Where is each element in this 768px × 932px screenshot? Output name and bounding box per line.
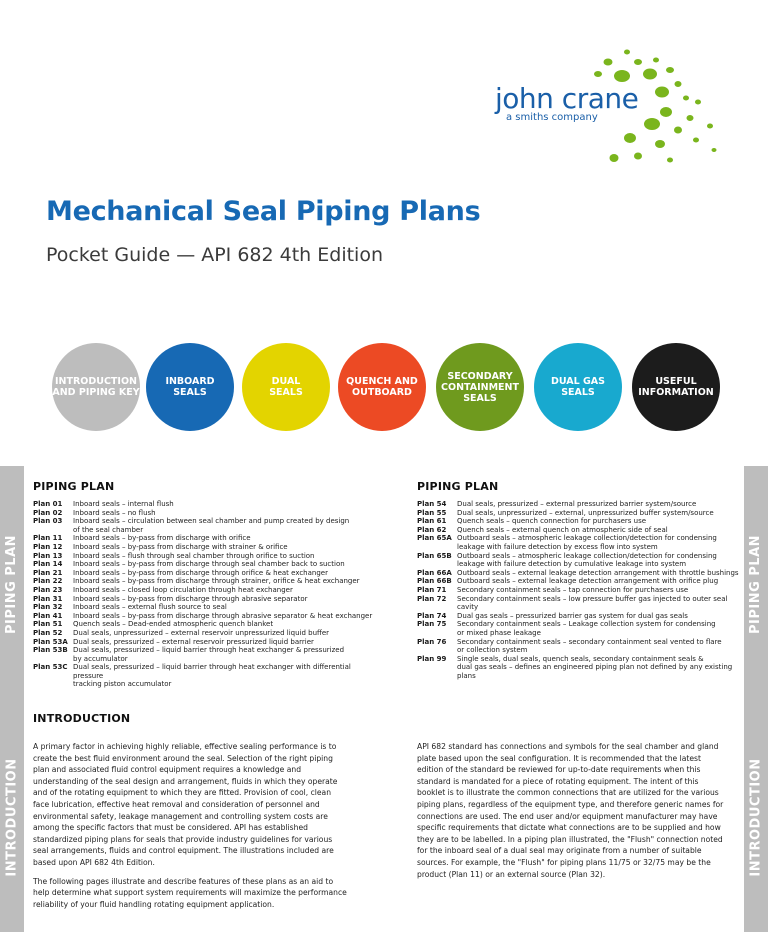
page-subtitle: Pocket Guide — API 682 4th Edition — [46, 244, 383, 266]
plan-row — [33, 638, 383, 647]
plan-code: Plan 66A — [417, 568, 452, 577]
plan-row — [417, 638, 742, 655]
plan-desc: Secondary containment seals – tap connection for purchasers use — [457, 585, 689, 594]
nav-introduction-label: INTRODUCTION AND PIPING KEY — [52, 376, 140, 398]
plan-code: Plan 99 — [417, 654, 447, 663]
plan-desc: Quench seals – quench connection for purchasers use — [457, 517, 647, 526]
plan-desc: Dual seals, unpressurized – external, unpressurized buffer system/source — [457, 508, 714, 517]
plan-code: Plan 74 — [417, 611, 447, 620]
plan-row — [33, 577, 383, 586]
nav-secondary-label: SECONDARY CONTAINMENT SEALS — [441, 370, 519, 404]
plan-code: Plan 72 — [417, 594, 447, 603]
nav-useful-info-circle[interactable] — [632, 343, 720, 431]
plan-row — [33, 629, 383, 638]
nav-dual-gas-circle[interactable] — [534, 343, 622, 431]
plan-code: Plan 61 — [417, 517, 447, 526]
plan-desc: Inboard seals – external flush source to seal — [73, 603, 227, 612]
plan-desc: Outboard seals – atmospheric leakage collection/detection for condensing leakage with failure detection by cumulative leakage into system — [457, 551, 717, 569]
intro-paragraph: The following pages illustrate and describe features of these plans as an aid to help determine what support system requirements will maximize the performance reliability of your fluid handling rotating equipment application. — [33, 876, 347, 909]
plan-code: Plan 65B — [417, 551, 452, 560]
plan-row — [417, 612, 742, 621]
nav-quench-circle[interactable] — [338, 343, 426, 431]
plan-desc: Dual seals, pressurized – external reservoir pressurized liquid barrier — [73, 637, 314, 646]
plan-code: Plan 53A — [33, 637, 68, 646]
nav-dual-circle[interactable] — [242, 343, 330, 431]
side-tab-intro-left-label: INTRODUCTION — [4, 757, 20, 877]
nav-inboard-circle[interactable] — [146, 343, 234, 431]
plan-row — [33, 543, 383, 552]
side-tab-piping-left[interactable] — [0, 466, 24, 702]
plan-row — [33, 663, 383, 689]
plan-row — [417, 500, 742, 509]
plan-row — [417, 620, 742, 637]
logo-tagline: a smiths company — [506, 112, 598, 123]
plan-row — [33, 534, 383, 543]
plan-code: Plan 12 — [33, 542, 63, 551]
plan-row — [417, 526, 742, 535]
nav-secondary-circle[interactable] — [436, 343, 524, 431]
side-tab-piping-left-label: PIPING PLAN — [4, 534, 20, 634]
company-logo — [490, 40, 730, 170]
plan-desc: Quench seals – Dead-ended atmospheric quench blanket — [73, 620, 274, 629]
nav-dual-label: DUAL SEALS — [269, 376, 303, 398]
plan-desc: Inboard seals – by-pass from discharge through strainer, orifice & heat exchanger — [73, 577, 360, 586]
plan-desc: Dual seals, unpressurized – external reservoir unpressurized liquid buffer — [73, 628, 330, 637]
plan-code: Plan 54 — [417, 500, 447, 508]
plan-row — [417, 577, 742, 586]
plan-code: Plan 53C — [33, 663, 68, 672]
plan-row — [417, 569, 742, 578]
plan-code: Plan 55 — [417, 508, 447, 517]
plan-desc: Inboard seals – internal flush — [73, 500, 174, 508]
plan-row — [33, 560, 383, 569]
plan-desc: Secondary containment seals – secondary containment seal vented to flare or collection system — [457, 637, 722, 655]
plan-code: Plan 21 — [33, 568, 63, 577]
plan-row — [417, 586, 742, 595]
plan-desc: Inboard seals – by-pass from discharge with orifice — [73, 534, 251, 543]
plan-code: Plan 71 — [417, 585, 447, 594]
plan-desc: Secondary containment seals – low pressure buffer gas injected to outer seal cavity — [457, 594, 728, 612]
plan-row — [33, 509, 383, 518]
plan-row — [33, 595, 383, 604]
plan-desc: Dual seals, pressurized – liquid barrier through heat exchanger with differential pressure tracking piston accumulator — [73, 663, 351, 689]
plan-code: Plan 41 — [33, 611, 63, 620]
section-nav — [48, 343, 728, 433]
plan-code: Plan 51 — [33, 620, 63, 629]
nav-useful-info-label: USEFUL INFORMATION — [638, 376, 714, 398]
plan-code: Plan 02 — [33, 508, 63, 517]
side-tab-piping-right-label: PIPING PLAN — [748, 534, 764, 634]
plan-code: Plan 01 — [33, 500, 63, 508]
plan-desc: Inboard seals – by-pass from discharge through abrasive separator — [73, 594, 308, 603]
plan-row — [417, 509, 742, 518]
plan-row — [417, 534, 742, 551]
nav-inboard-label: INBOARD SEALS — [165, 376, 215, 398]
plan-code: Plan 22 — [33, 577, 63, 586]
plan-row — [417, 517, 742, 526]
page-title: Mechanical Seal Piping Plans — [46, 196, 481, 227]
plan-list-left — [33, 500, 383, 689]
plan-row — [417, 655, 742, 681]
plan-row — [33, 620, 383, 629]
plan-row — [33, 586, 383, 595]
plan-code: Plan 62 — [417, 525, 447, 534]
plan-row — [33, 646, 383, 663]
plan-desc: Inboard seals – circulation between seal chamber and pump created by design of the seal chamber — [73, 517, 350, 534]
nav-dual-gas-label: DUAL GAS SEALS — [550, 376, 605, 398]
plan-desc: Quench seals – external quench on atmospheric side of seal — [457, 525, 668, 534]
intro-paragraph: A primary factor in achieving highly reliable, effective sealing performance is to create the best fluid environment around the seal. Selection of the right piping plan and associated fluid control equipment requires a knowledge and understanding of the seal design and arrangement, fluids in which they operate and of the rotating equipment to which they are fitted. Provision of cool, clean face lubrication, effective heat removal and consideration of personnel and environmental safety, leakage management and controlling system costs are among the specific factors that must be considered. API has established standardized piping plans for seals that provide industry guidelines for various seal arrangements, fluids and control equipment. The illustrations included are based upon API 682 4th Edition. — [33, 742, 338, 867]
plan-row — [33, 603, 383, 612]
plan-desc: Outboard seals – atmospheric leakage collection/detection for condensing leakage with failure detection by excess flow into system — [457, 534, 717, 551]
piping-plan-heading-left: PIPING PLAN — [33, 480, 115, 493]
plan-desc: Inboard seals – flush through seal chamber through orifice to suction — [73, 551, 315, 560]
intro-column-right — [417, 741, 727, 887]
plan-desc: Inboard seals – by-pass from discharge with strainer & orifice — [73, 542, 288, 551]
plan-code: Plan 23 — [33, 585, 63, 594]
plan-code: Plan 75 — [417, 620, 447, 629]
plan-code: Plan 53B — [33, 646, 68, 655]
plan-code: Plan 66B — [417, 577, 452, 586]
plan-row — [33, 500, 383, 509]
plan-desc: Outboard seals – external leakage detection arrangement with orifice plug — [457, 577, 719, 586]
piping-plan-heading-right: PIPING PLAN — [417, 480, 499, 493]
plan-desc: Dual gas seals – pressurized barrier gas system for dual gas seals — [457, 611, 688, 620]
nav-quench-label: QUENCH AND OUTBOARD — [346, 376, 418, 398]
plan-row — [33, 612, 383, 621]
plan-desc: Dual seals, pressurized – liquid barrier through heat exchanger & pressurized by accumulator — [73, 646, 345, 663]
side-tab-intro-left[interactable] — [0, 702, 24, 932]
plan-code: Plan 11 — [33, 534, 63, 543]
side-tab-intro-right[interactable] — [744, 702, 768, 932]
plan-code: Plan 14 — [33, 560, 63, 569]
plan-code: Plan 52 — [33, 628, 63, 637]
plan-row — [417, 552, 742, 569]
plan-desc: Inboard seals – by-pass from discharge through abrasive separator & heat exchanger — [73, 611, 373, 620]
plan-desc: Inboard seals – by-pass from discharge through orifice & heat exchanger — [73, 568, 328, 577]
plan-desc: Inboard seals – no flush — [73, 508, 156, 517]
plan-row — [33, 552, 383, 561]
plan-desc: Inboard seals – by-pass from discharge through seal chamber back to suction — [73, 560, 345, 569]
plan-desc: Dual seals, pressurized – external pressurized barrier system/source — [457, 500, 697, 508]
plan-code: Plan 31 — [33, 594, 63, 603]
plan-code: Plan 13 — [33, 551, 63, 560]
plan-code: Plan 65A — [417, 534, 452, 543]
plan-code: Plan 32 — [33, 603, 63, 612]
plan-desc: Outboard seals – external leakage detection arrangement with throttle bushings — [457, 568, 739, 577]
plan-list-right — [417, 500, 742, 680]
plan-desc: Inboard seals – closed loop circulation through heat exchanger — [73, 585, 293, 594]
side-tab-piping-right[interactable] — [744, 466, 768, 702]
side-tab-intro-right-label: INTRODUCTION — [748, 757, 764, 877]
plan-code: Plan 76 — [417, 637, 447, 646]
introduction-heading: INTRODUCTION — [33, 712, 131, 725]
intro-paragraph: API 682 standard has connections and symbols for the seal chamber and gland plate based upon the seal configuration. It is recommended that the latest edition of the standard be reviewed for up-to-date requirements when this standard is mandated for a piece of rotating equipment. The intent of this booklet is to illustrate the common connections that are utilized for the various piping plans, regardless of the equipment type, and therefore generic names for connections are used. The end user and/or equipment manufacturer may have specific requirements that dictate what connections are to be supplied and how they are to be labelled. In a piping plan illustrated, the "Flush" connection noted for the inboard seal of a dual seal may originate from a number of suitable sources. For example, the "Flush" for piping plans 11/75 or 32/75 may be the product (Plan 11) or an external source (Plan 32). — [417, 742, 724, 879]
plan-row — [33, 517, 383, 534]
plan-code: Plan 03 — [33, 517, 63, 526]
plan-row — [417, 595, 742, 612]
intro-column-left — [33, 741, 349, 917]
plan-desc: Single seals, dual seals, quench seals, secondary containment seals & dual gas seals – defines an engineered piping plan not defined by any existing plans — [457, 654, 733, 680]
nav-introduction-circle[interactable] — [52, 343, 140, 431]
logo-brand-text: john crane — [495, 82, 639, 115]
plan-desc: Secondary containment seals – Leakage collection system for condensing or mixed phase leakage — [457, 620, 716, 637]
plan-row — [33, 569, 383, 578]
